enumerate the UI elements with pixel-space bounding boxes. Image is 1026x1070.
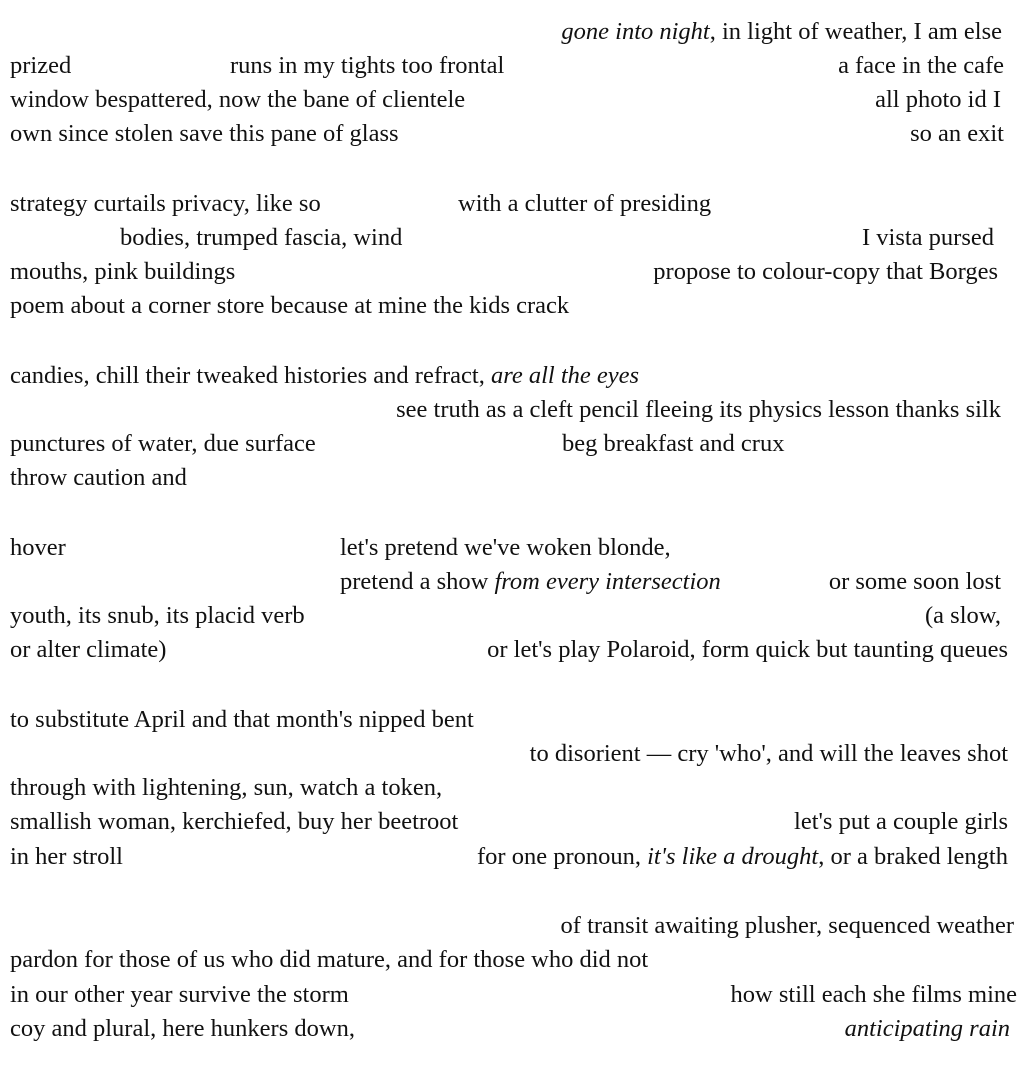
italic-phrase: it's like a drought <box>647 843 819 870</box>
poem-line-segment: of transit awaiting plusher, sequenced weather <box>560 912 1014 939</box>
line-text: for one pronoun, <box>477 843 648 870</box>
italic-phrase: from every intersection <box>494 568 721 595</box>
poem-line-segment: hover <box>10 534 66 561</box>
poem-line-segment <box>10 364 639 389</box>
poem-line-segment: throw caution and <box>10 464 187 491</box>
poem-line-segment: mouths, pink buildings <box>10 258 236 285</box>
line-text: , in light of weather, I am else <box>709 18 1002 45</box>
poem-line-segment: pardon for those of us who did mature, and for those who did not <box>10 946 649 973</box>
poem-line-segment: beg breakfast and crux <box>562 430 785 457</box>
poem-line-segment: or some soon lost <box>828 568 1001 595</box>
poem-line-segment: to disorient — cry 'who', and will the leaves shot <box>529 740 1008 767</box>
poem-line-segment: own since stolen save this pane of glass <box>10 120 399 147</box>
poem-line-segment: punctures of water, due surface <box>10 430 316 457</box>
poem-line-segment: how still each she films mine <box>730 981 1017 1008</box>
line-text: pretend a show <box>340 568 495 595</box>
italic-phrase: gone into night <box>561 18 710 45</box>
poem-line-segment: all photo id I <box>875 86 1001 113</box>
poem-line-segment: in her stroll <box>10 843 123 870</box>
poem-line-segment: window bespattered, now the bane of clientele <box>10 86 466 113</box>
poem-line-segment: or alter climate) <box>10 636 167 663</box>
italic-phrase: are all the eyes <box>490 362 640 389</box>
poem-line-segment: in our other year survive the storm <box>10 981 349 1008</box>
poem-line-segment: prized <box>10 52 72 79</box>
line-text: candies, chill their tweaked histories and refract, <box>10 362 491 389</box>
poem-line-segment <box>845 1017 1010 1042</box>
line-text: , or a braked length <box>818 843 1008 870</box>
poem-line-segment: to substitute April and that month's nipped bent <box>10 706 474 733</box>
poem-line-segment: smallish woman, kerchiefed, buy her beetroot <box>10 808 459 835</box>
poem-line-segment: strategy curtails privacy, like so <box>10 190 321 217</box>
poem-line-segment: poem about a corner store because at mine the kids crack <box>10 292 570 319</box>
italic-phrase: anticipating rain <box>844 1015 1010 1042</box>
poem-line-segment: I vista pursed <box>862 224 994 251</box>
poem-line-segment: (a slow, <box>925 602 1001 629</box>
poem-line-segment: so an exit <box>910 120 1004 147</box>
poem-line-segment: with a clutter of presiding <box>458 190 712 217</box>
poem-line-segment: let's put a couple girls <box>794 808 1008 835</box>
poem-line-segment: let's pretend we've woken blonde, <box>340 534 671 561</box>
poem-line-segment: youth, its snub, its placid verb <box>10 602 305 629</box>
poem-line-segment <box>477 845 1008 870</box>
poem-line-segment: through with lightening, sun, watch a token, <box>10 774 443 801</box>
poem-line-segment: see truth as a cleft pencil fleeing its physics lesson thanks silk <box>396 396 1001 423</box>
poem-line-segment: coy and plural, here hunkers down, <box>10 1015 355 1042</box>
poem-line-segment: or let's play Polaroid, form quick but taunting queues <box>487 636 1008 663</box>
poem-line-segment <box>561 20 1002 45</box>
poem-line-segment <box>340 570 721 595</box>
poem-line-segment: propose to colour-copy that Borges <box>653 258 998 285</box>
poem-line-segment: bodies, trumped fascia, wind <box>120 224 403 251</box>
poem-line-segment: a face in the cafe <box>838 52 1004 79</box>
poem-line-segment: runs in my tights too frontal <box>230 52 505 79</box>
